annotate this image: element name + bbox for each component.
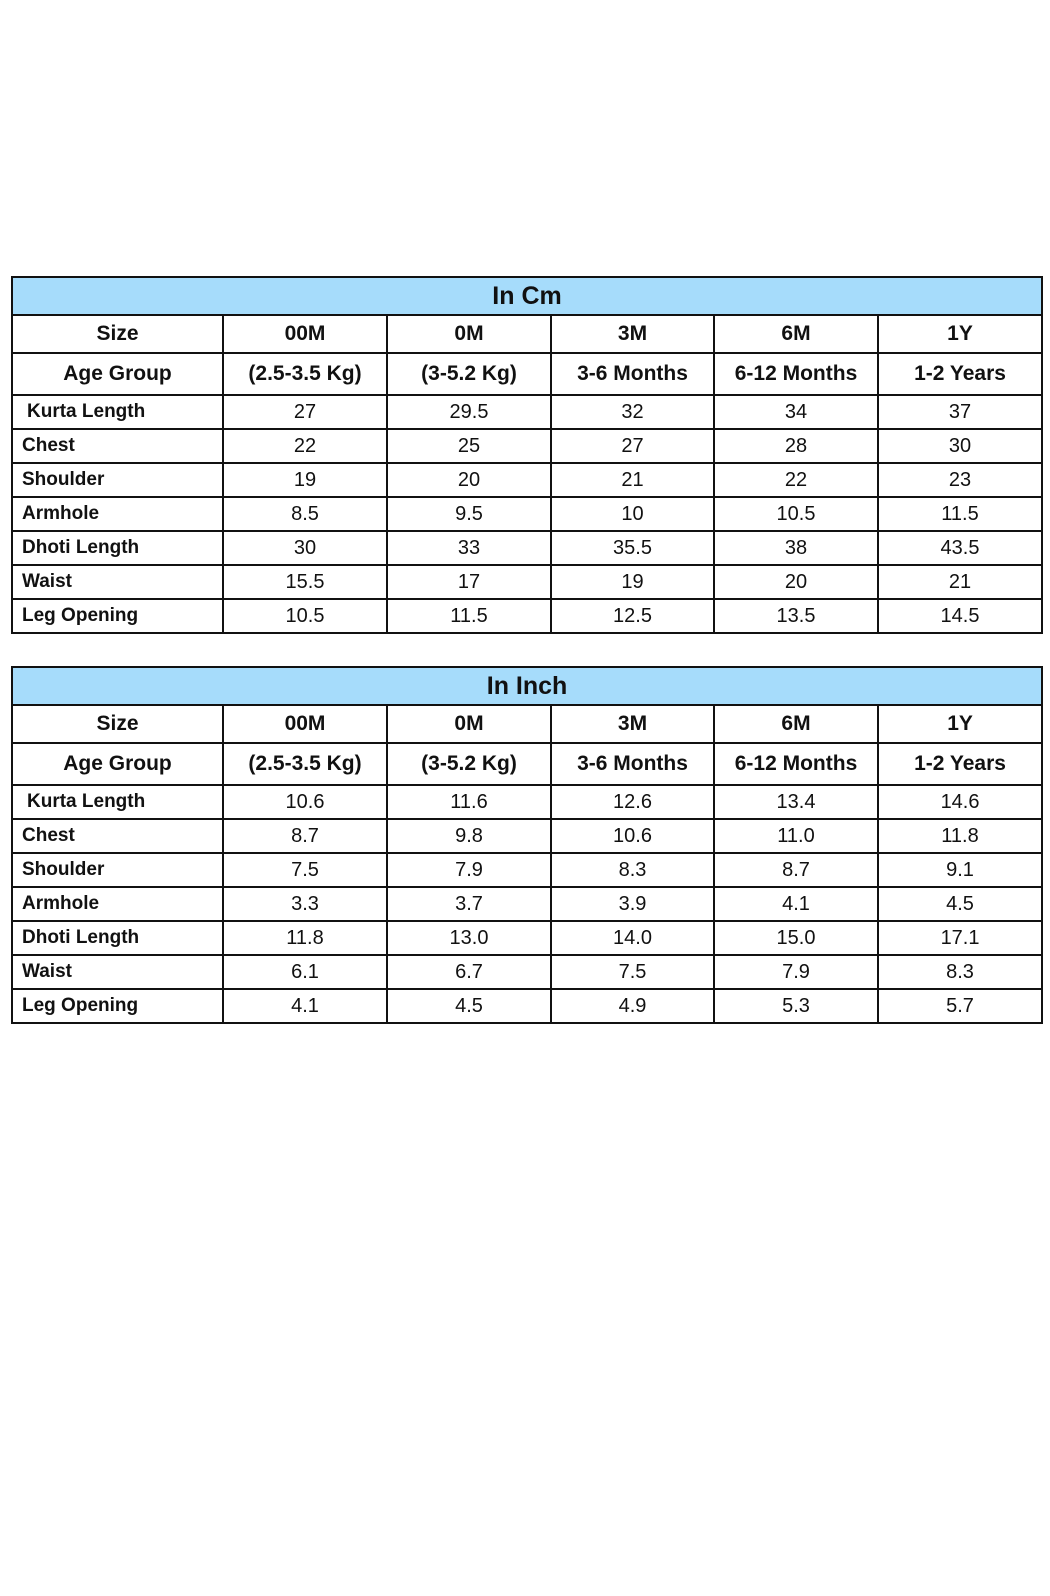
measurement-value: 9.1 <box>878 853 1042 887</box>
measurement-value: 10 <box>551 497 714 531</box>
measurement-value: 14.0 <box>551 921 714 955</box>
measurement-value: 27 <box>223 395 387 429</box>
measurement-value: 15.5 <box>223 565 387 599</box>
measurement-label: Dhoti Length <box>12 531 223 565</box>
age-group-row <box>12 353 1042 395</box>
table-row <box>12 531 1042 565</box>
measurement-label: Armhole <box>12 887 223 921</box>
size-header-cell: 3M <box>551 705 714 743</box>
measurement-value: 4.5 <box>387 989 551 1023</box>
measurement-value: 6.1 <box>223 955 387 989</box>
age-group-cell: 6-12 Months <box>714 353 878 395</box>
measurement-value: 3.3 <box>223 887 387 921</box>
measurement-value: 11.6 <box>387 785 551 819</box>
size-chart-inch-table <box>11 666 1043 1024</box>
measurement-value: 10.5 <box>223 599 387 633</box>
age-group-cell: 3-6 Months <box>551 353 714 395</box>
measurement-value: 11.8 <box>223 921 387 955</box>
table-row <box>12 395 1042 429</box>
measurement-label: Dhoti Length <box>12 921 223 955</box>
measurement-value: 22 <box>223 429 387 463</box>
measurement-value: 3.7 <box>387 887 551 921</box>
table-title-row <box>12 667 1042 705</box>
measurement-value: 8.7 <box>223 819 387 853</box>
measurement-value: 6.7 <box>387 955 551 989</box>
age-group-row <box>12 743 1042 785</box>
measurement-value: 30 <box>878 429 1042 463</box>
measurement-value: 11.8 <box>878 819 1042 853</box>
size-label: Size <box>12 315 223 353</box>
table-row <box>12 989 1042 1023</box>
size-header-cell: 6M <box>714 705 878 743</box>
table-title: In Cm <box>12 277 1042 315</box>
measurement-value: 9.5 <box>387 497 551 531</box>
measurement-label: Chest <box>12 429 223 463</box>
measurement-value: 12.6 <box>551 785 714 819</box>
measurement-value: 14.6 <box>878 785 1042 819</box>
measurement-value: 19 <box>223 463 387 497</box>
measurement-value: 11.5 <box>387 599 551 633</box>
measurement-value: 9.8 <box>387 819 551 853</box>
measurement-value: 29.5 <box>387 395 551 429</box>
table-row <box>12 463 1042 497</box>
measurement-value: 12.5 <box>551 599 714 633</box>
measurement-value: 4.1 <box>714 887 878 921</box>
table-row <box>12 599 1042 633</box>
size-header-cell: 3M <box>551 315 714 353</box>
measurement-value: 43.5 <box>878 531 1042 565</box>
measurement-value: 4.9 <box>551 989 714 1023</box>
measurement-value: 7.9 <box>387 853 551 887</box>
measurement-value: 8.3 <box>551 853 714 887</box>
size-header-row <box>12 705 1042 743</box>
table-row <box>12 819 1042 853</box>
measurement-value: 7.9 <box>714 955 878 989</box>
measurement-value: 11.5 <box>878 497 1042 531</box>
measurement-value: 13.4 <box>714 785 878 819</box>
table-row <box>12 497 1042 531</box>
size-header-cell: 00M <box>223 315 387 353</box>
measurement-value: 10.5 <box>714 497 878 531</box>
size-header-cell: 1Y <box>878 705 1042 743</box>
measurement-value: 15.0 <box>714 921 878 955</box>
measurement-value: 17.1 <box>878 921 1042 955</box>
measurement-value: 11.0 <box>714 819 878 853</box>
measurement-value: 34 <box>714 395 878 429</box>
measurement-value: 10.6 <box>223 785 387 819</box>
age-group-cell: (3-5.2 Kg) <box>387 743 551 785</box>
measurement-value: 20 <box>714 565 878 599</box>
age-group-label: Age Group <box>12 743 223 785</box>
size-header-cell: 6M <box>714 315 878 353</box>
size-header-cell: 1Y <box>878 315 1042 353</box>
age-group-cell: 3-6 Months <box>551 743 714 785</box>
measurement-value: 21 <box>878 565 1042 599</box>
measurement-value: 7.5 <box>551 955 714 989</box>
measurement-label: Waist <box>12 955 223 989</box>
measurement-value: 22 <box>714 463 878 497</box>
measurement-value: 4.1 <box>223 989 387 1023</box>
measurement-value: 3.9 <box>551 887 714 921</box>
age-group-cell: 1-2 Years <box>878 743 1042 785</box>
measurement-value: 8.3 <box>878 955 1042 989</box>
table-row <box>12 955 1042 989</box>
size-chart-cm-table <box>11 276 1043 634</box>
measurement-label: Kurta Length <box>12 395 223 429</box>
measurement-label: Waist <box>12 565 223 599</box>
measurement-label: Shoulder <box>12 463 223 497</box>
measurement-value: 23 <box>878 463 1042 497</box>
size-header-cell: 0M <box>387 705 551 743</box>
measurement-label: Kurta Length <box>12 785 223 819</box>
age-group-cell: (2.5-3.5 Kg) <box>223 353 387 395</box>
measurement-value: 13.0 <box>387 921 551 955</box>
measurement-value: 20 <box>387 463 551 497</box>
table-row <box>12 921 1042 955</box>
measurement-label: Shoulder <box>12 853 223 887</box>
measurement-value: 8.5 <box>223 497 387 531</box>
measurement-value: 21 <box>551 463 714 497</box>
measurement-value: 5.3 <box>714 989 878 1023</box>
measurement-value: 33 <box>387 531 551 565</box>
age-group-label: Age Group <box>12 353 223 395</box>
measurement-value: 38 <box>714 531 878 565</box>
measurement-label: Leg Opening <box>12 599 223 633</box>
measurement-value: 19 <box>551 565 714 599</box>
table-row <box>12 565 1042 599</box>
measurement-value: 35.5 <box>551 531 714 565</box>
size-label: Size <box>12 705 223 743</box>
measurement-value: 5.7 <box>878 989 1042 1023</box>
measurement-value: 30 <box>223 531 387 565</box>
age-group-cell: (3-5.2 Kg) <box>387 353 551 395</box>
measurement-value: 7.5 <box>223 853 387 887</box>
table-title: In Inch <box>12 667 1042 705</box>
size-header-cell: 00M <box>223 705 387 743</box>
measurement-value: 25 <box>387 429 551 463</box>
age-group-cell: 6-12 Months <box>714 743 878 785</box>
measurement-label: Chest <box>12 819 223 853</box>
table-row <box>12 853 1042 887</box>
measurement-value: 27 <box>551 429 714 463</box>
table-row <box>12 785 1042 819</box>
measurement-label: Armhole <box>12 497 223 531</box>
measurement-value: 32 <box>551 395 714 429</box>
measurement-label: Leg Opening <box>12 989 223 1023</box>
table-row <box>12 429 1042 463</box>
table-title-row <box>12 277 1042 315</box>
measurement-value: 8.7 <box>714 853 878 887</box>
measurement-value: 17 <box>387 565 551 599</box>
measurement-value: 13.5 <box>714 599 878 633</box>
measurement-value: 14.5 <box>878 599 1042 633</box>
measurement-value: 37 <box>878 395 1042 429</box>
measurement-value: 10.6 <box>551 819 714 853</box>
age-group-cell: (2.5-3.5 Kg) <box>223 743 387 785</box>
size-header-cell: 0M <box>387 315 551 353</box>
age-group-cell: 1-2 Years <box>878 353 1042 395</box>
table-row <box>12 887 1042 921</box>
measurement-value: 28 <box>714 429 878 463</box>
measurement-value: 4.5 <box>878 887 1042 921</box>
size-header-row <box>12 315 1042 353</box>
